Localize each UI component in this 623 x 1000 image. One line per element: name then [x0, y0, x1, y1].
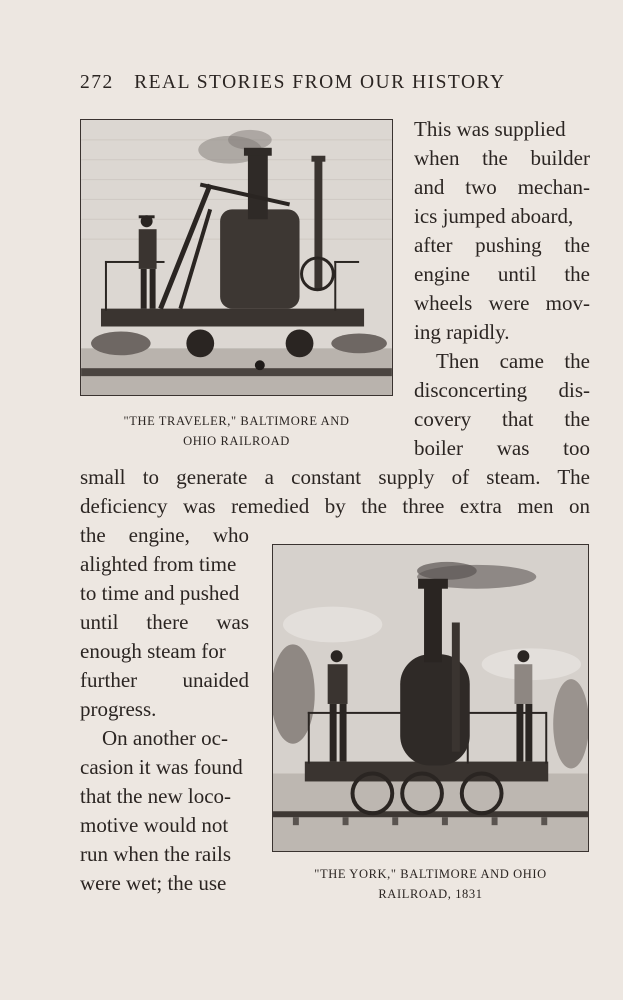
illustration-traveler-locomotive — [80, 119, 393, 396]
text-line: casion it was found — [80, 755, 243, 779]
text-line: that the new loco- — [80, 784, 232, 808]
text-column-right — [414, 115, 590, 463]
page-number: 272 — [80, 72, 114, 93]
text-line: run when the rails — [80, 842, 232, 866]
text-line: after pushing the — [414, 233, 590, 257]
caption-line: "THE YORK," BALTIMORE AND OHIO — [314, 867, 547, 881]
text-line: enough steam for — [80, 639, 226, 663]
text-line: Then came the — [436, 349, 590, 373]
caption-line: "THE TRAVELER," BALTIMORE AND — [123, 414, 350, 428]
text-line: motive would not — [80, 813, 229, 837]
text-line: covery that the — [414, 407, 590, 431]
text-line: ics jumped aboard, — [414, 204, 574, 228]
figure-caption-traveler — [80, 411, 393, 451]
text-line: wheels were mov- — [414, 291, 590, 315]
text-line: until there was — [80, 610, 249, 634]
text-line: engine until the — [414, 262, 590, 286]
text-line: deficiency was remedied by the three extra men on — [80, 494, 590, 518]
text-line: the engine, who — [80, 523, 249, 547]
text-line: alighted from time — [80, 552, 237, 576]
york-engraving — [273, 545, 588, 851]
traveler-engraving — [81, 120, 392, 395]
text-line: when the builder — [414, 146, 590, 170]
caption-line: RAILROAD, 1831 — [378, 887, 483, 901]
text-line: small to generate a constant supply of steam. The — [80, 465, 590, 489]
running-header — [80, 72, 592, 94]
text-line: boiler was too — [414, 436, 590, 460]
caption-line: OHIO RAILROAD — [183, 434, 290, 448]
figure-caption-york — [272, 864, 589, 904]
text-line: disconcerting dis- — [414, 378, 590, 402]
text-line: further unaided — [80, 668, 249, 692]
text-line: were wet; the use — [80, 871, 227, 895]
text-line: On another oc- — [102, 726, 228, 750]
text-full-width — [80, 463, 590, 521]
text-line: to time and pushed — [80, 581, 240, 605]
text-line: This was supplied — [414, 117, 566, 141]
running-title: REAL STORIES FROM OUR HISTORY — [134, 72, 506, 93]
text-line: ing rapidly. — [414, 320, 510, 344]
text-line: progress. — [80, 697, 157, 721]
text-column-left — [80, 521, 249, 898]
illustration-york-locomotive — [272, 544, 589, 852]
text-line: and two mechan- — [414, 175, 590, 199]
